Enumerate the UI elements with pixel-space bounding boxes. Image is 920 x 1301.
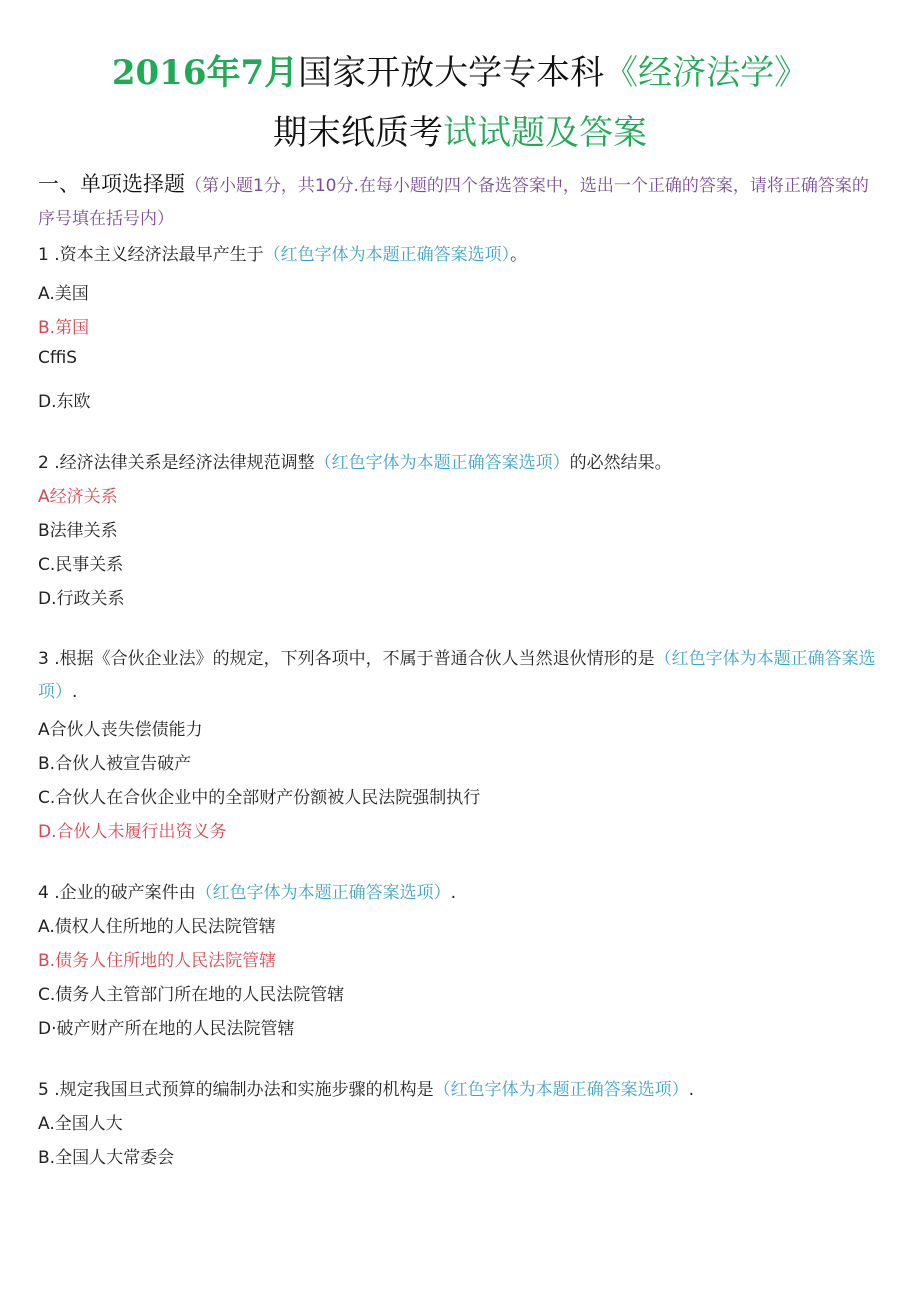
question-4-option-b-correct: B.债务人住所地的人民法院管辖 (38, 951, 277, 971)
title-subtitle: 期末纸质考 (273, 113, 443, 153)
question-2-stem: 2 .经济法律关系是经济法律规范调整（红色字体为本题正确答案选项）的必然结果。 (38, 453, 672, 473)
question-3-option-b: B.合伙人被宣告破产 (38, 754, 192, 774)
question-5-option-b: B.全国人大常委会 (38, 1148, 175, 1168)
question-2-option-d: D.行政关系 (38, 589, 125, 609)
answer-hint: （红色字体为本题正确答案选项） (38, 649, 876, 702)
question-1-option-c: CffiS (38, 348, 78, 368)
question-4-option-a: A.债权人住所地的人民法院管辖 (38, 917, 276, 937)
answer-hint: （红色字体为本题正确答案选项） (433, 1080, 689, 1100)
document-title-line-1 (0, 50, 920, 96)
question-2-option-c: C.民事关系 (38, 555, 124, 575)
document-title-line-2 (0, 110, 920, 156)
title-course: 《经济法学》 (604, 53, 809, 93)
question-3-option-c: C.合伙人在合伙企业中的全部财产份额被人民法院强制执行 (38, 788, 481, 808)
question-3-stem: 3 .根据《合伙企业法》的规定，下列各项中，不属于普通合伙人当然退伙情形的是（红色字体为本题正确答案选项）. (38, 649, 876, 702)
question-4-option-d: D·破产财产所在地的人民法院管辖 (38, 1019, 295, 1039)
question-3-option-d-correct: D.合伙人未履行出资义务 (38, 822, 227, 842)
question-2-option-a-correct: A经济关系 (38, 487, 118, 507)
title-subtitle-green: 试试题及答案 (443, 113, 647, 153)
question-1-option-b-correct: B.第国 (38, 318, 90, 338)
section-title: 一、单项选择题 (38, 172, 185, 196)
answer-hint: （红色字体为本题正确答案选项） (195, 883, 451, 903)
question-1-option-a: A.美国 (38, 284, 89, 304)
question-4-option-c: C.债务人主管部门所在地的人民法院管辖 (38, 985, 345, 1005)
title-main: 国家开放大学专本科 (298, 53, 605, 93)
title-year: 2016年7月 (111, 53, 299, 93)
question-3-option-a: A合伙人丧失偿债能力 (38, 720, 203, 740)
answer-hint: （红色字体为本题正确答案选项） (263, 245, 511, 265)
answer-hint: （红色字体为本题正确答案选项） (314, 453, 570, 473)
question-5-option-a: A.全国人大 (38, 1114, 123, 1134)
question-1-stem: 1 .资本主义经济法最早产生于（红色字体为本题正确答案选项）。 (38, 245, 528, 265)
question-4-stem: 4 .企业的破产案件由（红色字体为本题正确答案选项）. (38, 883, 457, 903)
question-2-option-b: B法律关系 (38, 521, 118, 541)
section-heading (38, 168, 878, 236)
question-1-option-d: D.东欧 (38, 392, 91, 412)
section-note: （第小题1分，共10分.在每小题的四个备选答案中，选出一个正确的答案，请将正确答案的序号填在括号内） (38, 176, 869, 229)
question-5-stem: 5 .规定我国旦式预算的编制办法和实施步骤的机构是（红色字体为本题正确答案选项）. (38, 1080, 695, 1100)
